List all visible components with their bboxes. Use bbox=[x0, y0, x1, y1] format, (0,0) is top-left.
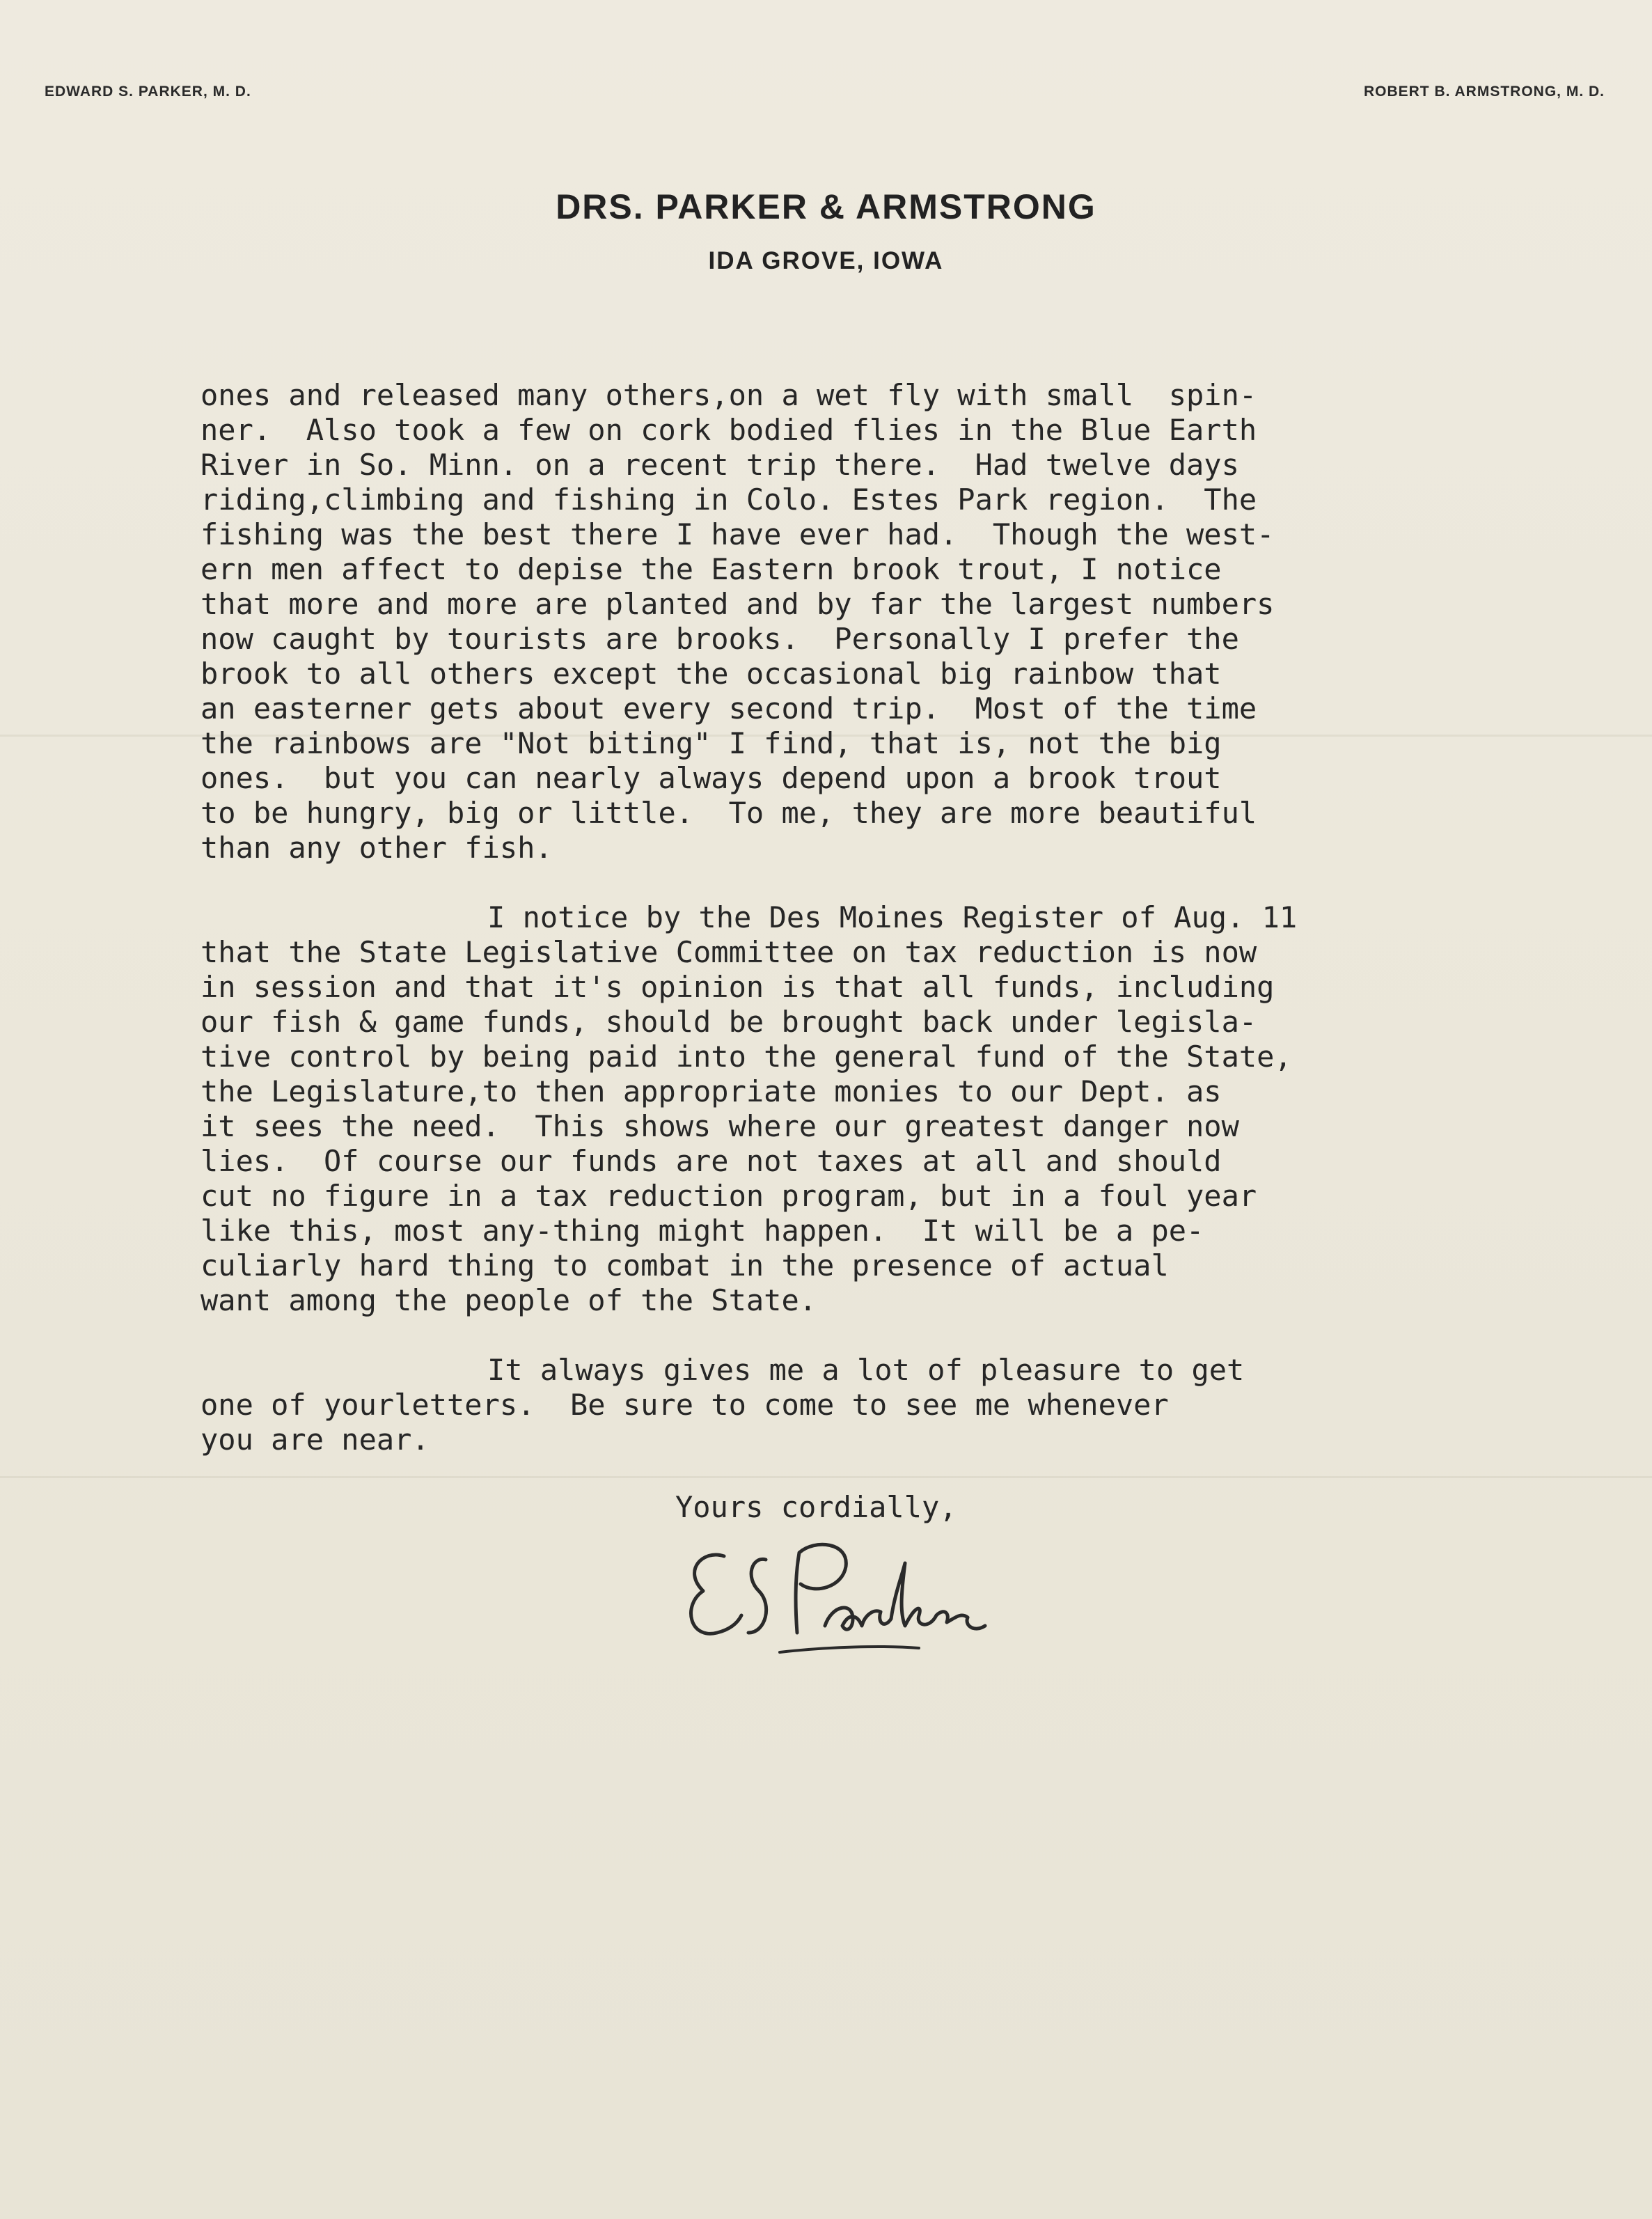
text-line: ern men affect to depise the Eastern brook trout, I notice bbox=[200, 552, 1222, 586]
text-line: River in So. Minn. on a recent trip there. Had twelve days bbox=[200, 448, 1239, 482]
text-line: it sees the need. This shows where our greatest danger now bbox=[200, 1109, 1239, 1143]
text-line: like this, most any-thing might happen. It will be a pe- bbox=[200, 1214, 1204, 1248]
paragraph-3 bbox=[200, 1353, 1509, 1457]
paragraph-gap bbox=[200, 865, 1509, 900]
text-line: the Legislature,to then appropriate monies to our Dept. as bbox=[200, 1074, 1222, 1108]
text-line: than any other fish. bbox=[200, 831, 553, 865]
paragraph-1 bbox=[200, 378, 1509, 865]
text-line: tive control by being paid into the general fund of the State, bbox=[200, 1040, 1292, 1074]
text-line: ones. but you can nearly always depend upon a brook trout bbox=[200, 761, 1222, 795]
text-line: fishing was the best there I have ever had. Though the west- bbox=[200, 517, 1275, 551]
text-line: an easterner gets about every second trip. Most of the time bbox=[200, 691, 1257, 726]
text-line: It always gives me a lot of pleasure to get bbox=[487, 1353, 1245, 1387]
paper-fold-line bbox=[0, 1476, 1652, 1478]
text-line: ner. Also took a few on cork bodied flies in the Blue Earth bbox=[200, 413, 1257, 447]
text-line: lies. Of course our funds are not taxes at all and should bbox=[200, 1144, 1222, 1178]
letterhead-right-doctor: ROBERT B. ARMSTRONG, M. D. bbox=[1363, 84, 1605, 100]
text-line: brook to all others except the occasional big rainbow that bbox=[200, 657, 1222, 691]
text-line: in session and that it's opinion is that all funds, including bbox=[200, 970, 1275, 1004]
text-line: you are near. bbox=[200, 1422, 430, 1457]
text-line: one of yourletters. Be sure to come to see me whenever bbox=[200, 1388, 1169, 1422]
text-line: now caught by tourists are brooks. Personally I prefer the bbox=[200, 622, 1239, 656]
letterhead-city: IDA GROVE, IOWA bbox=[708, 247, 944, 274]
text-line: cut no figure in a tax reduction program, but in a foul year bbox=[200, 1179, 1257, 1213]
text-line: ones and released many others,on a wet fly with small spin- bbox=[200, 378, 1257, 412]
handwritten-signature bbox=[675, 1528, 1065, 1675]
text-line: our fish & game funds, should be brought back under legisla- bbox=[200, 1005, 1257, 1039]
text-line: want among the people of the State. bbox=[200, 1283, 817, 1317]
text-line: I notice by the Des Moines Register of Aug. 11 bbox=[487, 900, 1298, 934]
paragraph-gap bbox=[200, 1318, 1509, 1353]
text-line: that more and more are planted and by far the largest numbers bbox=[200, 587, 1275, 621]
letter-body bbox=[200, 378, 1509, 1457]
paragraph-2 bbox=[200, 900, 1509, 1318]
text-line: that the State Legislative Committee on tax reduction is now bbox=[200, 935, 1257, 969]
closing-salutation: Yours cordially, bbox=[675, 1490, 957, 1524]
text-line: the rainbows are "Not biting" I find, that is, not the big bbox=[200, 726, 1222, 760]
text-line: to be hungry, big or little. To me, they are more beautiful bbox=[200, 796, 1257, 830]
text-line: culiarly hard thing to combat in the presence of actual bbox=[200, 1248, 1169, 1283]
text-line: riding,climbing and fishing in Colo. Estes Park region. The bbox=[200, 483, 1257, 517]
letterhead-firm-name: DRS. PARKER & ARMSTRONG bbox=[556, 187, 1096, 226]
letterhead-left-doctor: EDWARD S. PARKER, M. D. bbox=[45, 84, 251, 100]
